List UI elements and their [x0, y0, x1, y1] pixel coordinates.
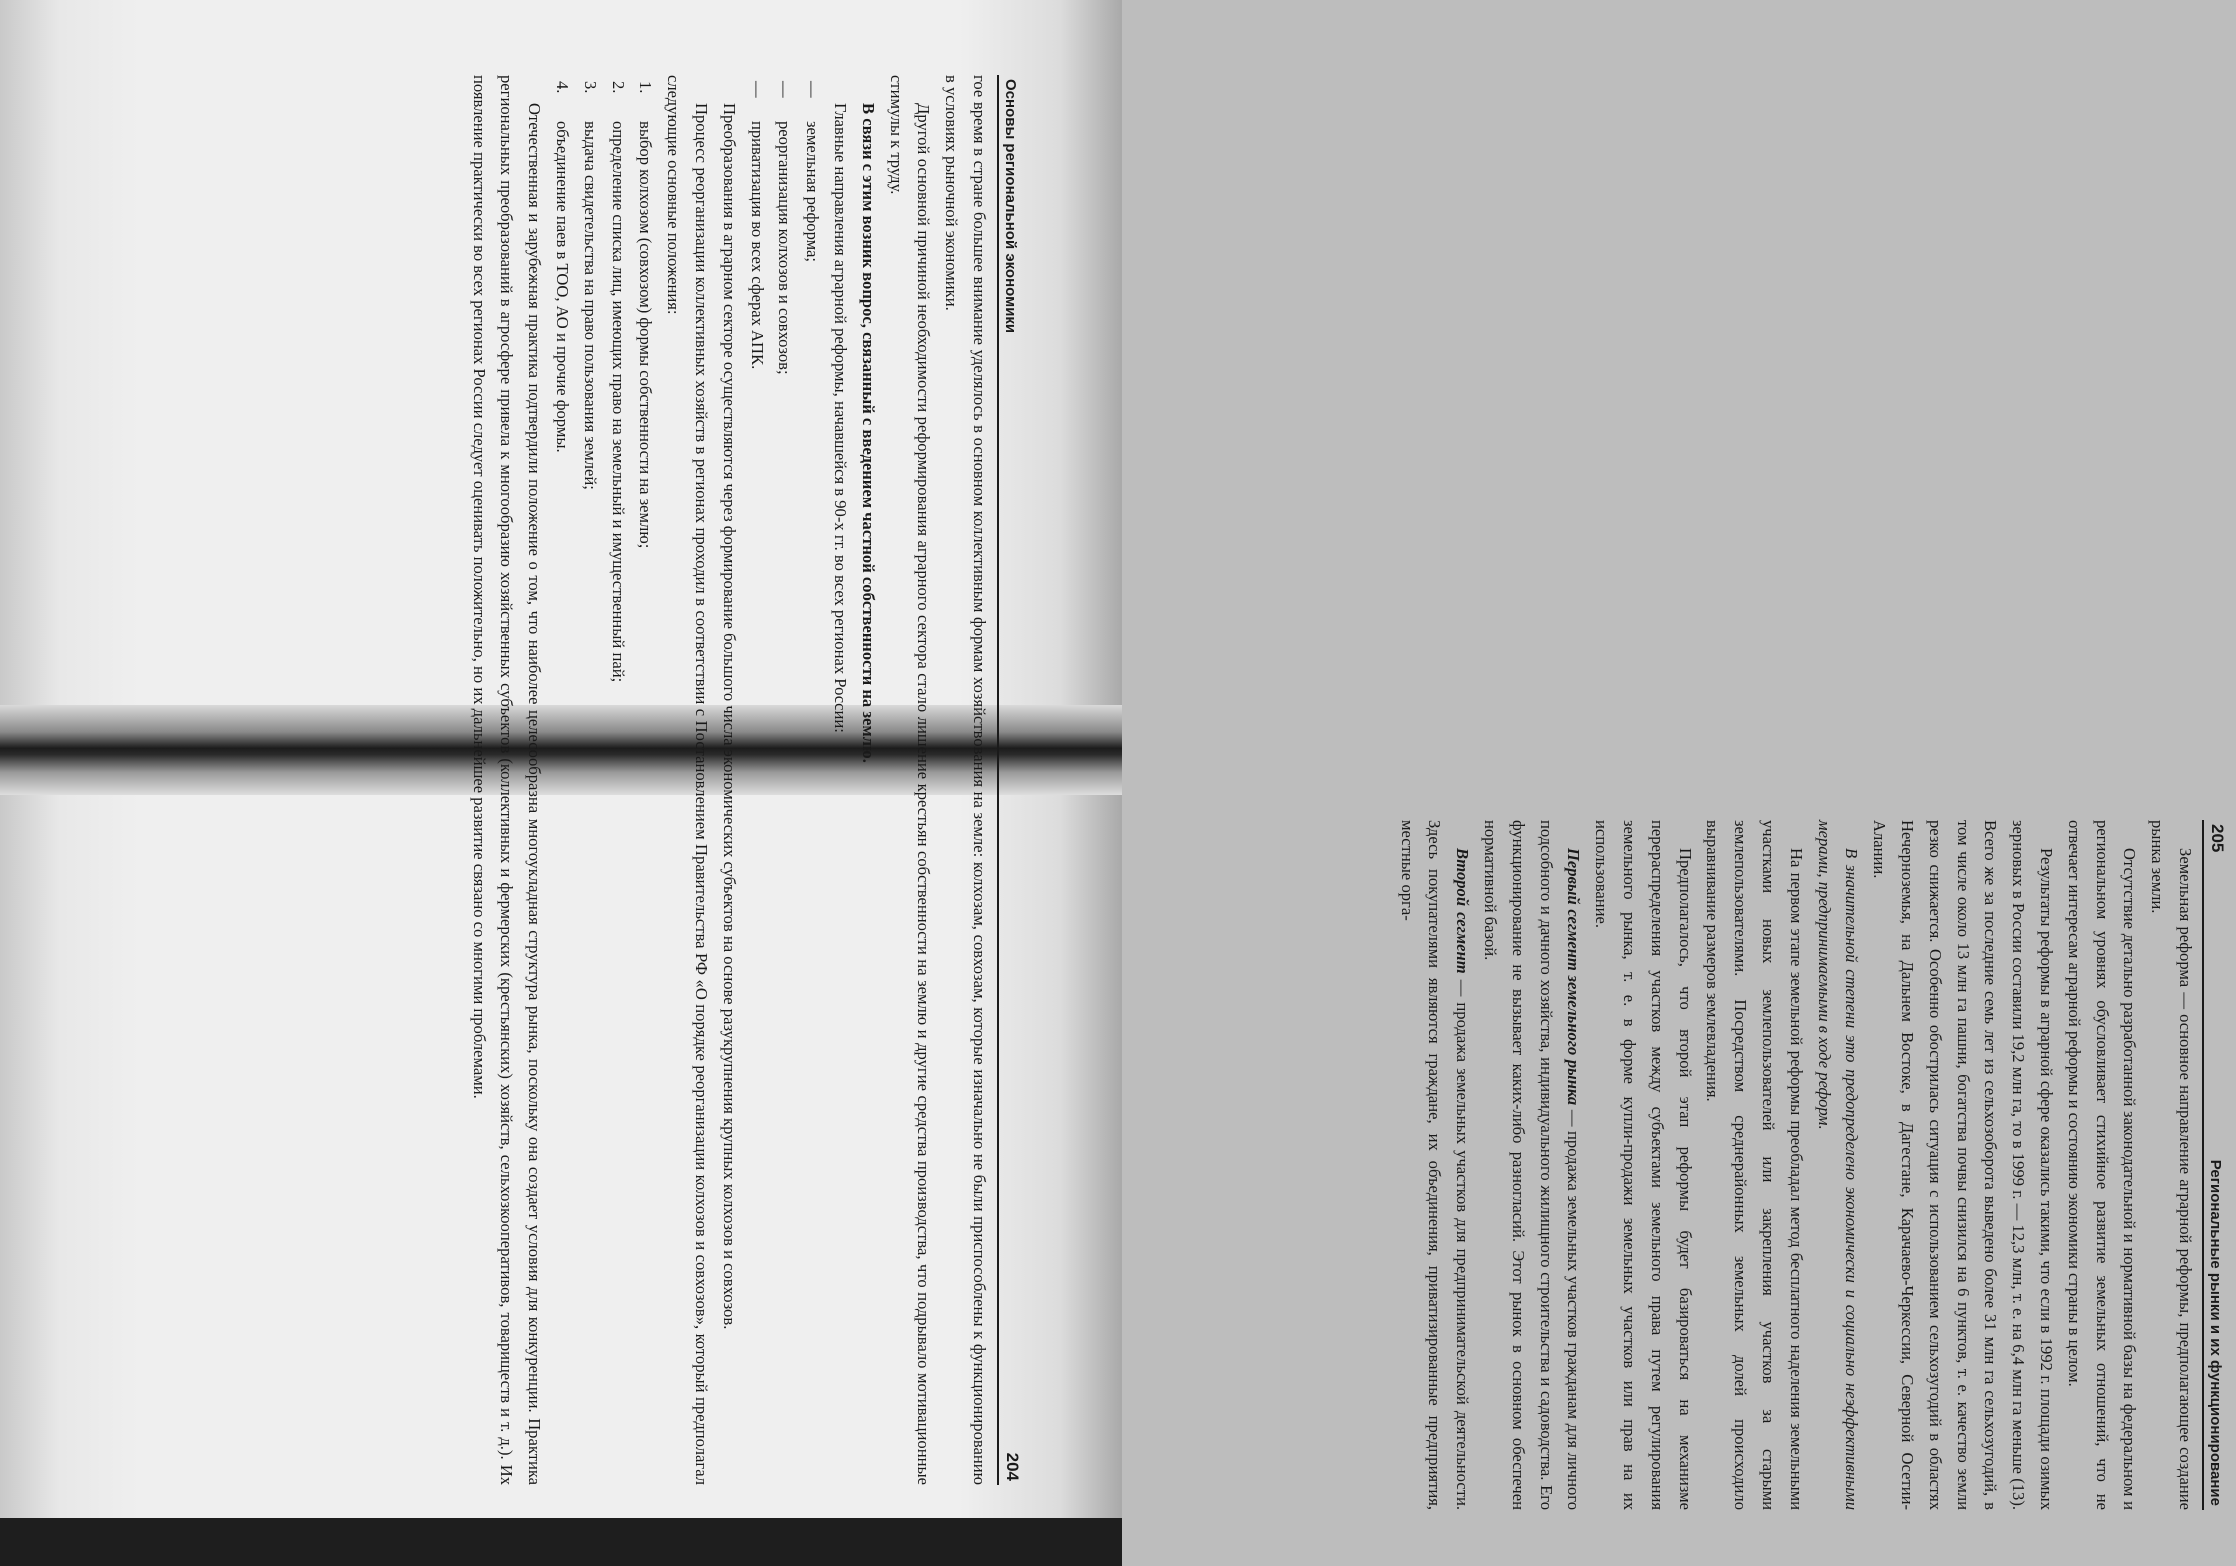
- paragraph: Первый сегмент земельного рынка — продажа земельных участков гражданам для личного подсобного и дачного хозяйства, индивидуального жилищного строительства и садоводства. Его функционирование не вызывает каких-либо разногласий. Этот рынок в основном обеспечен нормативной базой.: [1481, 820, 1584, 1510]
- list-item: — земельная реформа;: [803, 81, 823, 262]
- paragraph: Преобразования в аграрном секторе осуществляются через формирование большого числа экономических субъектов на основе разукрупнения крупных колхозов и совхозов.: [719, 103, 739, 1330]
- paragraph: В значительной степени это предопределено экономически и социально неэффективными мерами, предпринимаемыми в ходе реформ.: [1814, 820, 1862, 1510]
- paragraph: гое время в стране большее внимание уделялось в основном коллективным формам хозяйствования на земле: колхозам, совхозам, которые изначально не были приспособлены к функционированию в условиях рыночной экономики.: [942, 75, 989, 1485]
- list-item: 1. выбор колхозом (совхозом) формы собственности на землю;: [636, 81, 656, 549]
- paragraph: Другой основной причиной необходимости реформирования аграрного сектора стало лишение крестьян собственности на землю и другие средства производства, что подрывало мотивационные стимулы к труду.: [886, 75, 934, 1485]
- paragraph: Главные направления аграрной реформы, начавшейся в 90-х гг. во всех регионах России:: [831, 103, 851, 733]
- list-item: — приватизация во всех сферах АПК.: [747, 81, 767, 370]
- list-item: 4. объединение паев в ТОО, АО и прочие формы.: [553, 81, 573, 453]
- paragraph: Результаты реформы в аграрной сфере оказались такими, что если в 1992 г. площади озимых зерновых в России составили 19,2 млн га, то в 1999 г. — 12,3 млн, т. е. на 6,4 млн га меньше (13). Всего же за последние семь лет из сельхозоборота выведено более 31 млн га сельхозугодий, в том числе около 13 млн га пашни, богатства почвы снизился на 6 пунктов, т. е. качество земли резко снижается. Особенно обострилась ситуация с использованием сельхозугодий в областях Нечерноземья, на Дальнем Востоке, в Дагестане, Карачаево-Черкессии, Северной Осетии-Алании.: [1870, 820, 2057, 1510]
- paragraph: Отечественная и зарубежная практика подтвердили положение о том, что наиболее целесообразна многоукладная структура рынка, поскольку она создает условия для конкуренции. Практика региональных преобразований в агросфере привела к многообразию хозяйственных субъектов (коллективных и фермерских (крестьянских) хозяйств, сельхозкооперативов, товариществ и т. д.). Их появление практически во всех регионах России следует оценивать положительно, но их дальнейшее развитие связано со многими проблемами.: [469, 75, 545, 1485]
- paragraph: Предполагалось, что второй этап реформы будет базироваться на механизме перераспределения участков между субъектами земельного права путем регулирования земельного рынка, т. е. в форме купли-продажи земельных участков или прав на их использование.: [1592, 820, 1695, 1510]
- list-item: 3. выдача свидетельства на право пользования землей;: [580, 81, 600, 490]
- paragraph: В связи с этим возник вопрос, связанный с введением частной собственности на землю.: [858, 103, 878, 763]
- paragraph: На первом этапе земельной реформы преобладал метод бесплатного наделения земельными участками новых землепользователей или закрепления участков за старыми землепользователями. Посредством среднерайонных земельных долей происходило выравнивание размеров землевладения.: [1703, 820, 1806, 1510]
- term-second-segment: Второй сегмент: [1453, 848, 1473, 974]
- paragraph: Отсутствие детально разработанной законодательной и нормативной базы на федеральном и региональном уровнях обусловливает стихийное развитие земельных отношений, что не отвечает интересам аграрной реформы и состоянию экономики страны в целом.: [2064, 820, 2140, 1510]
- page-204: [61, 0, 1022, 1530]
- paragraph: Земельная реформа — основное направление аграрной реформы, предполагающее создание рынка земли.: [2148, 820, 2195, 1510]
- list-item: — реорганизация колхозов и совхозов;: [775, 81, 795, 375]
- page-number: 204: [1003, 1452, 1022, 1481]
- term-first-segment: Первый сегмент земельного рынка: [1564, 848, 1584, 1106]
- running-head-205: [2202, 820, 2236, 1510]
- list-item: 2. определение списка лиц, имеющих право на земельный и имущественный пай;: [608, 81, 628, 683]
- page-205: [611, 0, 2227, 1518]
- paragraph: Второй сегмент — продажа земельных участков для предпринимательской деятельности. Здесь покупателями являются граждане, их объединения, приватизированные предприятия, местные орга-: [1397, 820, 1473, 1510]
- page-number: 205: [2208, 824, 2227, 853]
- paragraph: Процесс реорганизации коллективных хозяйств в регионах проходил в соответствии с Постановлением Правительства РФ «О порядке реорганизации колхозов и совхозов», который предполагал следующие основные положения:: [664, 75, 712, 1485]
- running-head-title: Региональные рынки и их функционирование: [2207, 1159, 2224, 1506]
- running-head-title: Основы региональной экономики: [1002, 79, 1019, 334]
- page-205-body: [1393, 820, 2199, 1510]
